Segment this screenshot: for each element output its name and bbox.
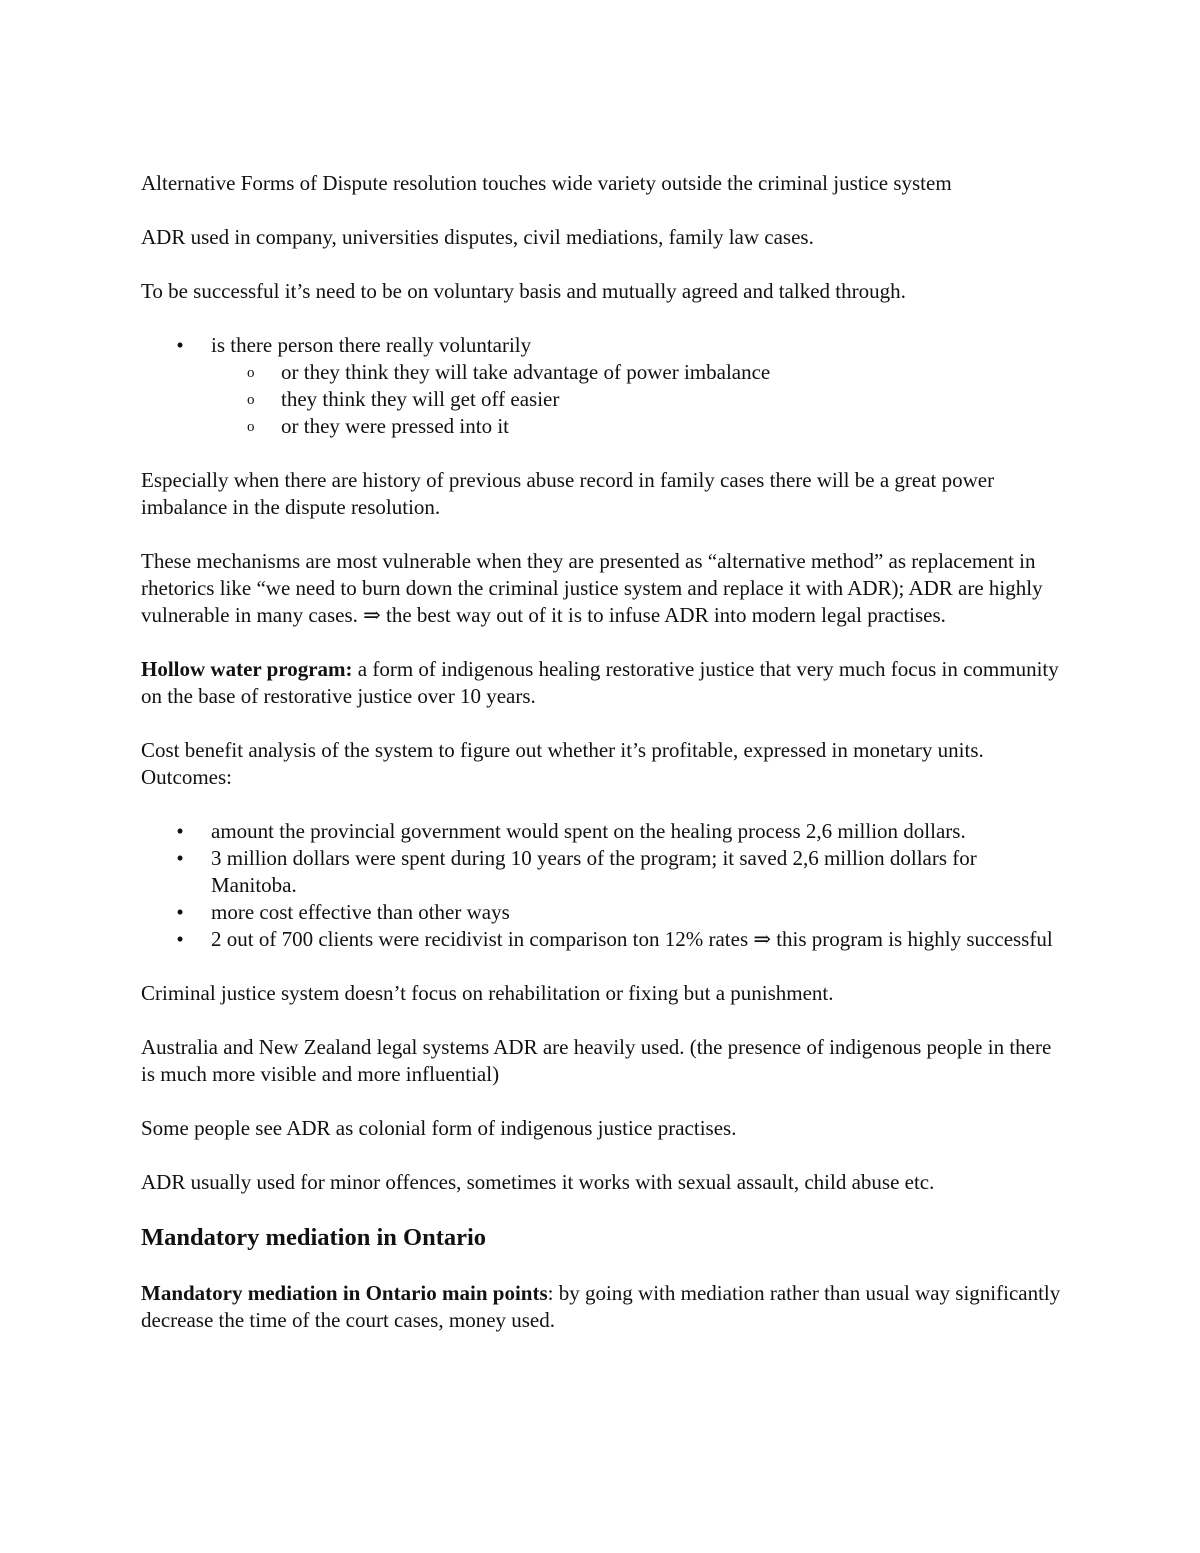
- bullet-icon: •: [176, 819, 184, 843]
- sub-list: [211, 359, 1066, 440]
- paragraph: Alternative Forms of Dispute resolution touches wide variety outside the criminal justice system: [141, 171, 952, 195]
- circle-bullet-icon: o: [247, 365, 255, 381]
- bullet-icon: •: [176, 900, 184, 924]
- circle-bullet-icon: o: [247, 419, 255, 435]
- list-item: [141, 845, 1066, 899]
- section-heading: Mandatory mediation in Ontario: [141, 1224, 487, 1251]
- bullet-icon: •: [176, 927, 184, 951]
- sub-list-item-text: or they think they will take advantage of power imbalance: [281, 360, 771, 384]
- circle-bullet-icon: o: [247, 392, 255, 408]
- paragraph: [141, 656, 1066, 710]
- sub-list-item: [211, 413, 1066, 440]
- bold-term: Hollow water program:: [141, 657, 353, 681]
- document-body: [141, 170, 1066, 1361]
- list-item: [141, 899, 1066, 926]
- paragraph: Especially when there are history of previous abuse record in family cases there will be a great power imbalance in the dispute resolution.: [141, 468, 995, 519]
- paragraph: To be successful it’s need to be on voluntary basis and mutually agreed and talked through.: [141, 279, 906, 303]
- paragraph: These mechanisms are most vulnerable when they are presented as “alternative method” as replacement in rhetorics like “we need to burn down the criminal justice system and replace it with ADR); ADR are highly vulnerable in many cases. ⇒ the best way out of it is to infuse ADR into modern legal practises.: [141, 549, 1043, 627]
- paragraph: Criminal justice system doesn’t focus on rehabilitation or fixing but a punishment.: [141, 981, 834, 1005]
- paragraph-text: : by going with mediation rather than usual way significantly decrease the time of the court cases, money used.: [141, 1281, 1061, 1332]
- sub-list-item: [211, 386, 1066, 413]
- bold-term: Mandatory mediation in Ontario main points: [141, 1281, 548, 1305]
- paragraph: Some people see ADR as colonial form of indigenous justice practises.: [141, 1116, 737, 1140]
- list-item: [141, 332, 1066, 440]
- bullet-list: [141, 332, 1066, 440]
- bullet-icon: •: [176, 846, 184, 870]
- list-item-text: 3 million dollars were spent during 10 years of the program; it saved 2,6 million dollars for Manitoba.: [211, 846, 977, 897]
- sub-list-item: [211, 359, 1066, 386]
- paragraph: [141, 1280, 1066, 1334]
- list-item-text: more cost effective than other ways: [211, 900, 510, 924]
- list-item: [141, 818, 1066, 845]
- list-item-text: is there person there really voluntarily: [211, 333, 532, 357]
- paragraph: Australia and New Zealand legal systems ADR are heavily used. (the presence of indigenous people in there is much more visible and more influential): [141, 1035, 1052, 1086]
- paragraph: ADR usually used for minor offences, sometimes it works with sexual assault, child abuse etc.: [141, 1170, 935, 1194]
- paragraph: Cost benefit analysis of the system to figure out whether it’s profitable, expressed in monetary units. Outcomes:: [141, 738, 984, 789]
- sub-list-item-text: they think they will get off easier: [281, 387, 560, 411]
- list-item: [141, 926, 1066, 953]
- paragraph-text: a form of indigenous healing restorative justice that very much focus in community on the base of restorative justice over 10 years.: [141, 657, 1059, 708]
- paragraph: ADR used in company, universities disputes, civil mediations, family law cases.: [141, 225, 814, 249]
- list-item-text: 2 out of 700 clients were recidivist in comparison ton 12% rates ⇒ this program is highly successful: [211, 927, 1053, 951]
- sub-list-item-text: or they were pressed into it: [281, 414, 510, 438]
- list-item-text: amount the provincial government would spent on the healing process 2,6 million dollars.: [211, 819, 966, 843]
- bullet-list: [141, 818, 1066, 953]
- bullet-icon: •: [176, 333, 184, 357]
